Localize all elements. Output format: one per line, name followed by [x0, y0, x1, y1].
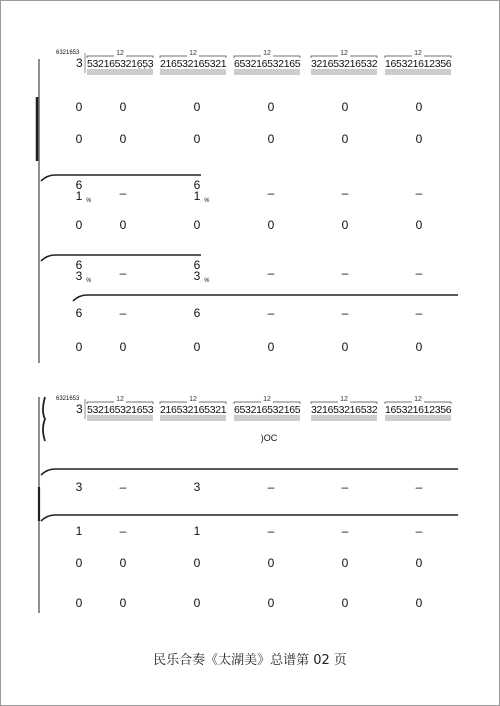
phrase-line	[41, 175, 201, 181]
rest-note: 0	[75, 100, 83, 114]
phrase-line	[41, 469, 458, 475]
sustain-dash: –	[341, 524, 349, 538]
sustain-dash: –	[119, 266, 127, 280]
rest-note: 0	[119, 132, 127, 146]
sustain-dash: –	[267, 186, 275, 200]
rest-note: 0	[267, 218, 275, 232]
rest-note: 0	[193, 132, 201, 146]
note-run: 653216532165	[234, 404, 300, 416]
rest-note: 0	[267, 340, 275, 354]
rest-note: 0	[341, 596, 349, 610]
sustain-dash: –	[119, 524, 127, 538]
sustain-dash: –	[415, 480, 423, 494]
rest-note: 0	[267, 132, 275, 146]
note-run: 321653216532	[311, 58, 377, 70]
note: 6	[75, 306, 83, 320]
rest-note: 0	[193, 596, 201, 610]
rest-note: 0	[75, 340, 83, 354]
rest-note: 0	[193, 340, 201, 354]
rest-note: 0	[119, 100, 127, 114]
rest-note: 0	[415, 218, 423, 232]
score-notation	[1, 1, 499, 641]
tuplet-number: 12	[116, 396, 124, 403]
note: 6	[193, 306, 201, 320]
sustain-dash: –	[415, 266, 423, 280]
system-brace	[43, 397, 45, 441]
rest-note: 0	[341, 556, 349, 570]
sustain-dash: –	[267, 266, 275, 280]
chord-note-top: 6	[75, 178, 83, 192]
tremolo-mark: %	[204, 278, 210, 284]
phrase-line	[41, 255, 201, 261]
note-run: 532165321653	[87, 404, 153, 416]
rest-note: 0	[267, 556, 275, 570]
chord-note-bottom: 1	[193, 189, 201, 203]
grace-notes: 6321653	[56, 396, 80, 402]
sustain-dash: –	[341, 306, 349, 320]
sustain-dash: –	[119, 480, 127, 494]
rest-note: 0	[415, 132, 423, 146]
note-run: 165321612356	[385, 58, 451, 70]
rest-note: 0	[341, 100, 349, 114]
rest-note: 0	[193, 100, 201, 114]
rest-note: 0	[267, 100, 275, 114]
grace-notes: 6321653	[56, 50, 80, 56]
sustain-dash: –	[267, 480, 275, 494]
tremolo-mark: %	[86, 278, 92, 284]
tuplet-number: 12	[340, 396, 348, 403]
rest-note: 0	[415, 340, 423, 354]
rest-note: 0	[415, 100, 423, 114]
rest-note: 0	[193, 218, 201, 232]
sustain-dash: –	[119, 306, 127, 320]
rest-note: 0	[75, 218, 83, 232]
note-run: 653216532165	[234, 58, 300, 70]
rest-note: 0	[75, 132, 83, 146]
rest-note: 0	[119, 340, 127, 354]
chord-note-bottom: 3	[193, 269, 201, 283]
tremolo-mark: %	[86, 198, 92, 204]
sustain-dash: –	[415, 306, 423, 320]
rest-note: 0	[341, 218, 349, 232]
tuplet-number: 12	[116, 50, 124, 57]
rest-note: 0	[415, 596, 423, 610]
note-run: 5321653216̣5̣3̣	[87, 58, 153, 70]
chord-note-top: 6	[193, 258, 201, 272]
note: 3	[193, 480, 201, 494]
note: 1	[193, 524, 201, 538]
rest-note: 0	[119, 218, 127, 232]
tuplet-number: 12	[189, 50, 197, 57]
note-run: 216532165321	[160, 58, 226, 70]
rest-note: 0	[75, 596, 83, 610]
sustain-dash: –	[267, 524, 275, 538]
chord-note-top: 6	[75, 258, 83, 272]
lead-note: 3	[76, 402, 83, 416]
note: 1	[75, 524, 83, 538]
chord-note-top: 6	[193, 178, 201, 192]
tuplet-number: 12	[414, 50, 422, 57]
rest-note: 0	[119, 596, 127, 610]
tuplet-number: 12	[263, 396, 271, 403]
rest-note: 0	[267, 596, 275, 610]
tuplet-number: 12	[414, 396, 422, 403]
rest-note: 0	[415, 556, 423, 570]
rest-note: 0	[75, 556, 83, 570]
sustain-dash: –	[415, 186, 423, 200]
roll-mark: )OC	[260, 433, 278, 443]
tremolo-mark: %	[204, 198, 210, 204]
sustain-dash: –	[341, 480, 349, 494]
sustain-dash: –	[415, 524, 423, 538]
tuplet-number: 12	[340, 50, 348, 57]
note-run: 216532165321	[160, 404, 226, 416]
chord-note-bottom: 3	[75, 269, 83, 283]
rest-note: 0	[119, 556, 127, 570]
sustain-dash: –	[341, 266, 349, 280]
note-run: 165321612356	[385, 404, 451, 416]
tuplet-number: 12	[263, 50, 271, 57]
lead-note: 3	[76, 56, 83, 70]
note: 3	[75, 480, 83, 494]
phrase-line	[73, 295, 458, 301]
phrase-line	[41, 515, 458, 521]
note-run: 321653216532	[311, 404, 377, 416]
tuplet-number: 12	[189, 396, 197, 403]
sustain-dash: –	[267, 306, 275, 320]
chord-note-bottom: 1	[75, 189, 83, 203]
rest-note: 0	[193, 556, 201, 570]
rest-note: 0	[341, 132, 349, 146]
page-footer: 民乐合奏《太湖美》总谱第 02 页	[153, 653, 347, 668]
rest-note: 0	[341, 340, 349, 354]
sustain-dash: –	[119, 186, 127, 200]
sustain-dash: –	[341, 186, 349, 200]
